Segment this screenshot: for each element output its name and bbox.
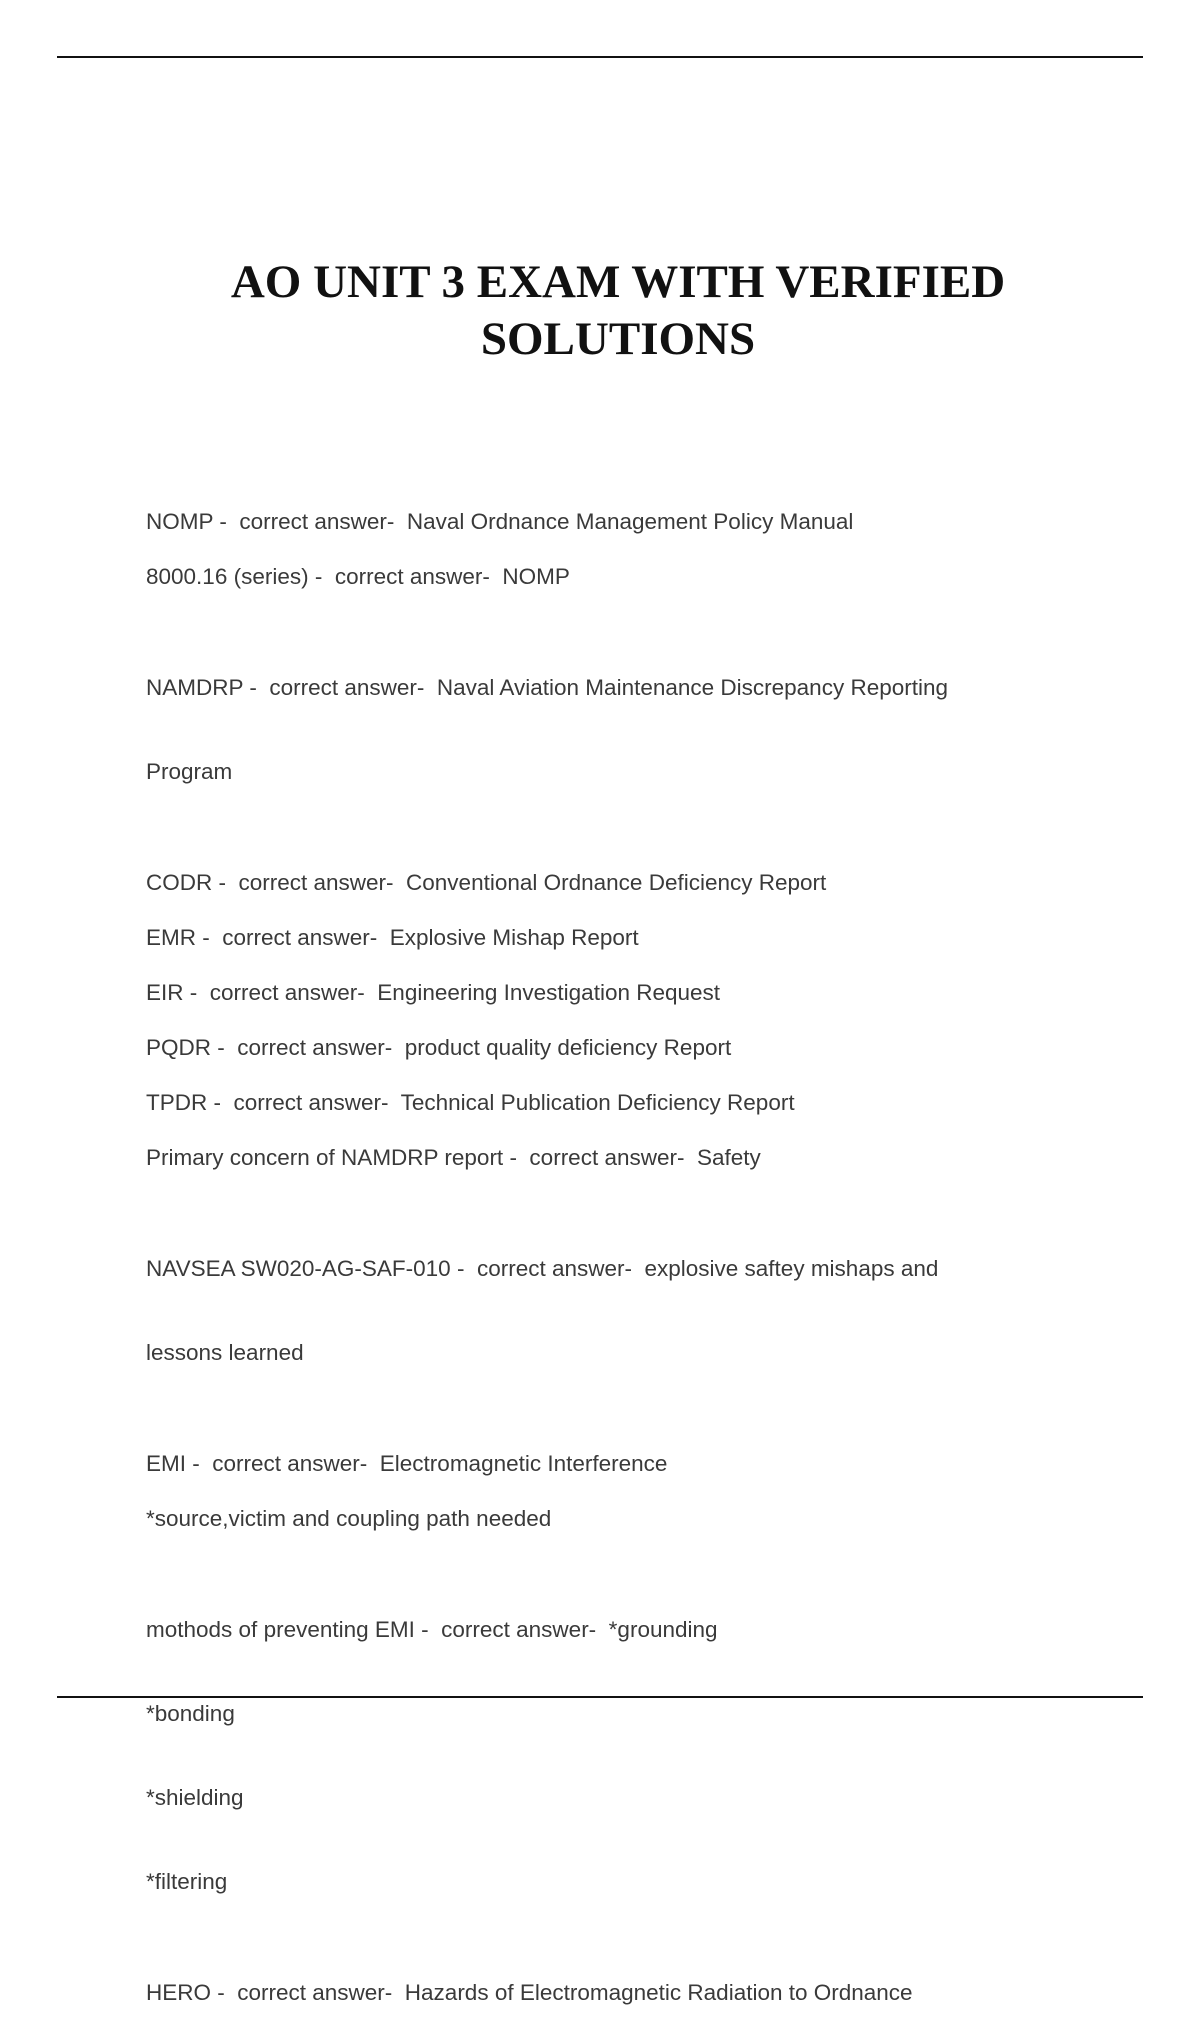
qa-item-emi-prevention-line-2: *bonding (146, 1701, 235, 1726)
qa-item-emr: EMR - correct answer- Explosive Mishap Report (146, 925, 639, 950)
qa-item-eir: EIR - correct answer- Engineering Investigation Request (146, 980, 721, 1005)
qa-item-namdrp-line-2: Program (146, 759, 233, 784)
qa-item-navsea-line-1: NAVSEA SW020-AG-SAF-010 - correct answer- explosive saftey mishaps and (146, 1256, 939, 1281)
qa-item-emi-prevention-line-3: *shielding (146, 1785, 244, 1810)
qa-item-tpdr: TPDR - correct answer- Technical Publication Deficiency Report (146, 1090, 795, 1115)
qa-item-pqdr: PQDR - correct answer- product quality deficiency Report (146, 1035, 732, 1060)
qa-item-hero: HERO - correct answer- Hazards of Electromagnetic Radiation to Ordnance (146, 1980, 913, 2005)
qa-item-emi: EMI - correct answer- Electromagnetic Interference (146, 1451, 668, 1476)
page-title (120, 254, 1116, 368)
title-line-1: AO UNIT 3 EXAM WITH VERIFIED (230, 256, 1006, 308)
qa-item-namdrp (146, 618, 1046, 842)
top-rule (57, 56, 1143, 58)
qa-item-namdrp-concern: Primary concern of NAMDRP report - correct answer- Safety (146, 1145, 761, 1170)
qa-list (146, 508, 1046, 2034)
qa-item-8000-16: 8000.16 (series) - correct answer- NOMP (146, 564, 570, 589)
title-line-2: SOLUTIONS (480, 313, 756, 365)
qa-item-namdrp-line-1: NAMDRP - correct answer- Naval Aviation Maintenance Discrepancy Reporting (146, 675, 949, 700)
qa-item-emi-prevention (146, 1560, 1046, 1952)
qa-item-emi-prevention-line-1: mothods of preventing EMI - correct answer- *grounding (146, 1617, 718, 1642)
qa-item-emi-prevention-line-4: *filtering (146, 1869, 228, 1894)
qa-item-navsea-line-2: lessons learned (146, 1340, 304, 1365)
qa-item-emi-note: *source,victim and coupling path needed (146, 1506, 552, 1531)
qa-item-navsea (146, 1199, 1046, 1423)
qa-item-nomp: NOMP - correct answer- Naval Ordnance Management Policy Manual (146, 509, 854, 534)
qa-item-codr: CODR - correct answer- Conventional Ordnance Deficiency Report (146, 870, 827, 895)
bottom-rule (57, 1696, 1143, 1698)
